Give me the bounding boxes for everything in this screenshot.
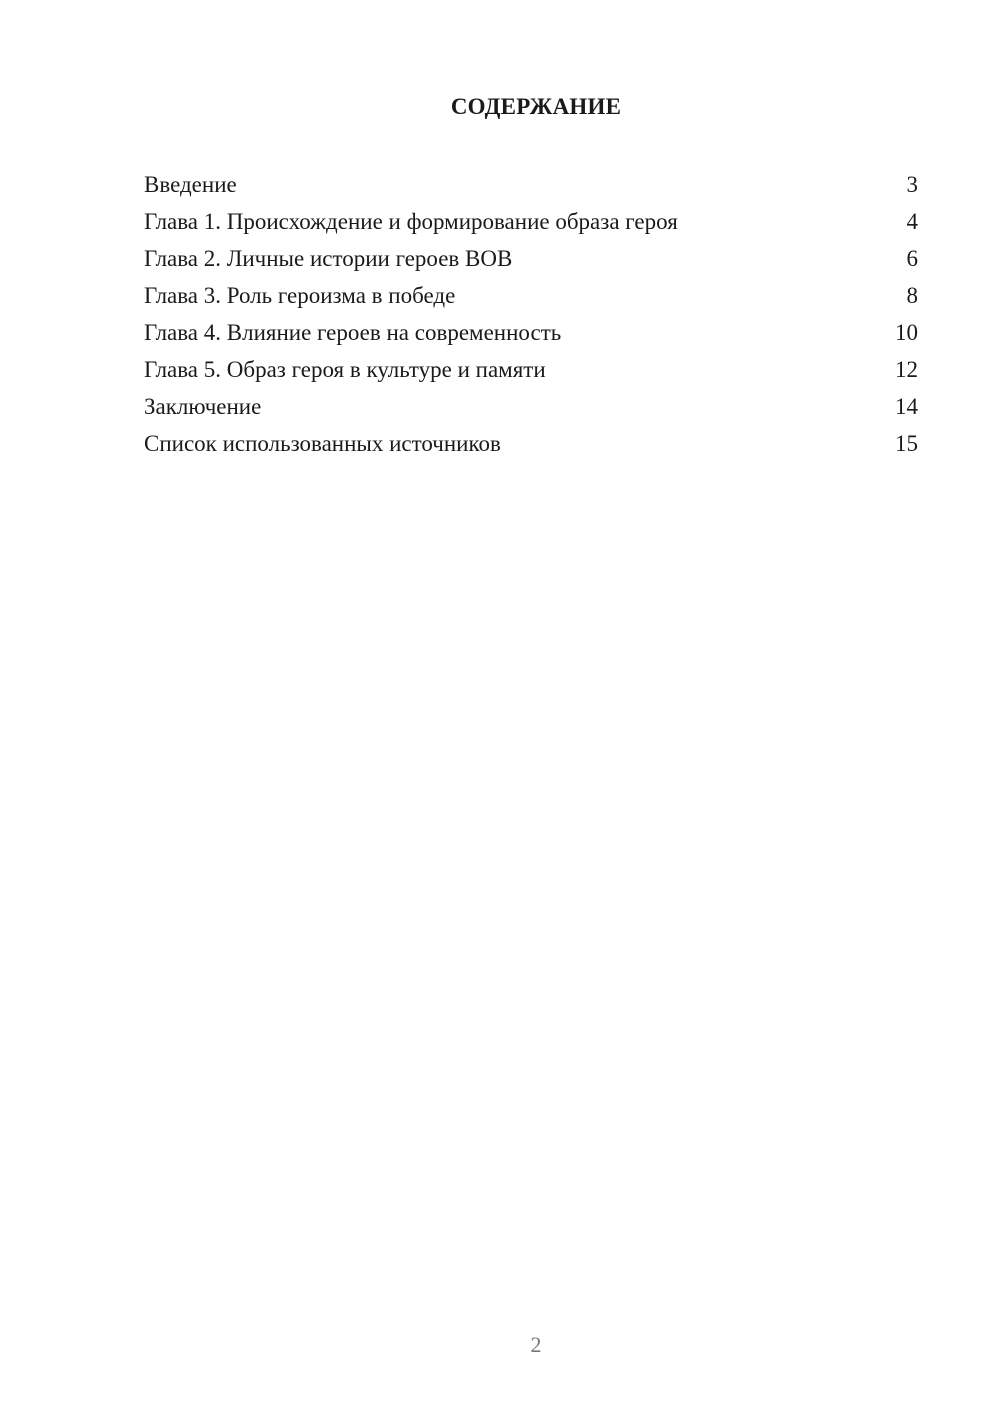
toc-entry-label: Заключение — [144, 394, 262, 419]
toc-entry-page: 6 — [906, 246, 918, 271]
toc-entry-page: 14 — [895, 394, 918, 419]
toc-entry-chapter-4[interactable] — [144, 316, 918, 353]
toc-entry-chapter-3[interactable] — [144, 279, 918, 316]
toc-entry-label: Глава 5. Образ героя в культуре и памяти — [144, 357, 546, 382]
toc-entry-label: Глава 1. Происхождение и формирование образа героя — [144, 209, 678, 234]
toc-entry-conclusion[interactable] — [144, 390, 918, 427]
toc-entry-label: Глава 2. Личные истории героев ВОВ — [144, 246, 513, 271]
toc-entry-chapter-1[interactable] — [144, 205, 918, 242]
toc-entry-page: 8 — [906, 283, 918, 308]
toc-entry-introduction[interactable] — [144, 168, 918, 205]
toc-entry-references[interactable] — [144, 427, 918, 464]
toc-entry-chapter-2[interactable] — [144, 242, 918, 279]
page-title: СОДЕРЖАНИЕ — [450, 94, 622, 119]
toc-entry-label: Список использованных источников — [144, 431, 501, 456]
toc-entry-page: 3 — [906, 172, 918, 197]
toc-entry-label: Глава 4. Влияние героев на современность — [144, 320, 562, 345]
toc-entry-page: 10 — [895, 320, 918, 345]
toc-entry-page: 4 — [906, 209, 918, 234]
table-of-contents — [144, 168, 918, 464]
toc-entry-page: 15 — [895, 431, 918, 456]
toc-entry-page: 12 — [895, 357, 918, 382]
toc-entry-chapter-5[interactable] — [144, 353, 918, 390]
toc-entry-label: Введение — [144, 172, 237, 197]
toc-entry-label: Глава 3. Роль героизма в победе — [144, 283, 456, 308]
page-number: 2 — [530, 1332, 542, 1357]
